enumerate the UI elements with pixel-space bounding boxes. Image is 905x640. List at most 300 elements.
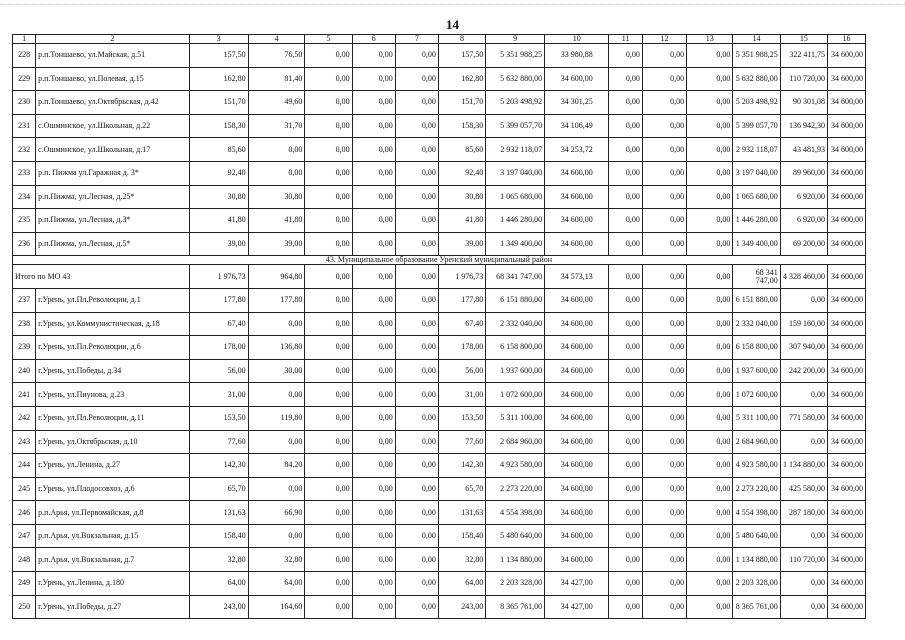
value-cell: 8 365 761,00 bbox=[733, 595, 780, 619]
value-cell: 178,00 bbox=[189, 336, 248, 360]
column-number: 9 bbox=[486, 35, 545, 44]
address-cell: г.Урень, ул.Плодосовхоз, д.6 bbox=[36, 477, 190, 501]
row-number: 237 bbox=[13, 288, 36, 312]
value-cell: 34 106,49 bbox=[545, 114, 609, 138]
value-cell: 0,00 bbox=[780, 383, 827, 407]
value-cell: 1 072 600,00 bbox=[733, 383, 780, 407]
value-cell: 0,00 bbox=[642, 501, 686, 525]
value-cell: 0,00 bbox=[352, 91, 395, 115]
value-cell: 34 600,00 bbox=[828, 67, 866, 91]
value-cell: 0,00 bbox=[305, 161, 352, 185]
value-cell: 34 600,00 bbox=[828, 91, 866, 115]
table-row bbox=[13, 91, 866, 115]
value-cell: 425 580,00 bbox=[780, 477, 827, 501]
value-cell: 153,50 bbox=[189, 406, 248, 430]
value-cell: 0,00 bbox=[642, 161, 686, 185]
value-cell: 34 600,00 bbox=[828, 209, 866, 233]
value-cell: 243,00 bbox=[438, 595, 485, 619]
table-row bbox=[13, 524, 866, 548]
row-number: 246 bbox=[13, 501, 36, 525]
value-cell: 5 399 057,70 bbox=[486, 114, 545, 138]
value-cell: 0,00 bbox=[395, 91, 438, 115]
value-cell: 0,00 bbox=[609, 288, 643, 312]
value-cell: 157,50 bbox=[438, 44, 485, 68]
value-cell: 0,00 bbox=[642, 477, 686, 501]
value-cell: 0,00 bbox=[305, 114, 352, 138]
value-cell: 307 940,00 bbox=[780, 336, 827, 360]
value-cell: 0,00 bbox=[687, 114, 733, 138]
value-cell: 39,00 bbox=[189, 232, 248, 256]
value-cell: 39,00 bbox=[438, 232, 485, 256]
value-cell: 0,00 bbox=[395, 477, 438, 501]
total-value: 0,00 bbox=[305, 265, 352, 289]
value-cell: 5 311 100,00 bbox=[733, 406, 780, 430]
value-cell: 0,00 bbox=[687, 44, 733, 68]
address-cell: г.Урень, ул.Пл.Революции, д.6 bbox=[36, 336, 190, 360]
value-cell: 2 684 960,00 bbox=[733, 430, 780, 454]
value-cell: 0,00 bbox=[687, 232, 733, 256]
address-cell: р.п.Тоншаево, ул.Майская, д.51 bbox=[36, 44, 190, 68]
value-cell: 34 600,00 bbox=[545, 209, 609, 233]
table-row bbox=[13, 67, 866, 91]
value-cell: 0,00 bbox=[687, 501, 733, 525]
value-cell: 30,80 bbox=[438, 185, 485, 209]
value-cell: 67,40 bbox=[438, 312, 485, 336]
value-cell: 34 600,00 bbox=[545, 185, 609, 209]
column-number: 10 bbox=[545, 35, 609, 44]
address-cell: г.Урень, ул.Пл.Революции, д.1 bbox=[36, 288, 190, 312]
row-number: 247 bbox=[13, 524, 36, 548]
value-cell: 1 446 280,00 bbox=[486, 209, 545, 233]
value-cell: 0,00 bbox=[609, 161, 643, 185]
table-row bbox=[13, 44, 866, 68]
value-cell: 158,40 bbox=[438, 524, 485, 548]
table-row bbox=[13, 595, 866, 619]
value-cell: 92,40 bbox=[438, 161, 485, 185]
total-value: 0,00 bbox=[609, 265, 643, 289]
value-cell: 0,00 bbox=[395, 232, 438, 256]
value-cell: 0,00 bbox=[609, 44, 643, 68]
value-cell: 0,00 bbox=[687, 359, 733, 383]
value-cell: 30,80 bbox=[189, 185, 248, 209]
value-cell: 2 203 328,00 bbox=[733, 572, 780, 596]
value-cell: 0,00 bbox=[395, 572, 438, 596]
value-cell: 0,00 bbox=[395, 161, 438, 185]
total-value: 0,00 bbox=[642, 265, 686, 289]
value-cell: 34 600,00 bbox=[828, 572, 866, 596]
value-cell: 2 932 118,07 bbox=[486, 138, 545, 162]
value-cell: 4 923 580,00 bbox=[486, 454, 545, 478]
value-cell: 142,30 bbox=[189, 454, 248, 478]
value-cell: 34 600,00 bbox=[545, 359, 609, 383]
value-cell: 0,00 bbox=[305, 454, 352, 478]
address-cell: р.п.Пижма, ул.Лесная, д.25* bbox=[36, 185, 190, 209]
value-cell: 0,00 bbox=[642, 67, 686, 91]
value-cell: 0,00 bbox=[642, 406, 686, 430]
value-cell: 5 480 640,00 bbox=[733, 524, 780, 548]
row-number: 238 bbox=[13, 312, 36, 336]
value-cell: 0,00 bbox=[248, 430, 305, 454]
address-cell: р.п.Арья, ул.Вокзальная, д.15 bbox=[36, 524, 190, 548]
value-cell: 34 600,00 bbox=[828, 406, 866, 430]
column-number: 16 bbox=[828, 35, 866, 44]
value-cell: 4 554 398,00 bbox=[486, 501, 545, 525]
value-cell: 0,00 bbox=[687, 209, 733, 233]
table-row bbox=[13, 138, 866, 162]
value-cell: 1 937 600,00 bbox=[486, 359, 545, 383]
row-number: 233 bbox=[13, 161, 36, 185]
value-cell: 34 600,00 bbox=[828, 501, 866, 525]
total-value: 0,00 bbox=[352, 265, 395, 289]
value-cell: 8 365 761,00 bbox=[486, 595, 545, 619]
value-cell: 84,20 bbox=[248, 454, 305, 478]
value-cell: 65,70 bbox=[189, 477, 248, 501]
value-cell: 0,00 bbox=[352, 572, 395, 596]
value-cell: 0,00 bbox=[780, 572, 827, 596]
value-cell: 30,80 bbox=[248, 185, 305, 209]
value-cell: 0,00 bbox=[395, 336, 438, 360]
value-cell: 0,00 bbox=[609, 572, 643, 596]
address-cell: р.п.Пижма, ул.Лесная, д.3* bbox=[36, 209, 190, 233]
value-cell: 5 351 988,25 bbox=[486, 44, 545, 68]
column-number: 2 bbox=[36, 35, 190, 44]
value-cell: 0,00 bbox=[352, 232, 395, 256]
value-cell: 5 632 880,00 bbox=[486, 67, 545, 91]
value-cell: 34 600,00 bbox=[828, 185, 866, 209]
table-row bbox=[13, 572, 866, 596]
value-cell: 0,00 bbox=[305, 406, 352, 430]
address-cell: г.Урень, ул.Пл.Революции, д.11 bbox=[36, 406, 190, 430]
total-value: 0,00 bbox=[687, 265, 733, 289]
value-cell: 34 427,00 bbox=[545, 572, 609, 596]
value-cell: 34 600,00 bbox=[828, 524, 866, 548]
value-cell: 0,00 bbox=[352, 209, 395, 233]
value-cell: 0,00 bbox=[687, 67, 733, 91]
value-cell: 0,00 bbox=[642, 336, 686, 360]
value-cell: 1 349 400,00 bbox=[486, 232, 545, 256]
value-cell: 34 600,00 bbox=[545, 501, 609, 525]
value-cell: 89 960,00 bbox=[780, 161, 827, 185]
column-number: 8 bbox=[438, 35, 485, 44]
value-cell: 67,40 bbox=[189, 312, 248, 336]
value-cell: 151,70 bbox=[438, 91, 485, 115]
header-row bbox=[13, 35, 866, 44]
address-cell: р.п. Пижма ул.Гаражная д. 3* bbox=[36, 161, 190, 185]
value-cell: 34 600,00 bbox=[545, 312, 609, 336]
value-cell: 0,00 bbox=[642, 288, 686, 312]
value-cell: 32,80 bbox=[189, 548, 248, 572]
value-cell: 0,00 bbox=[352, 454, 395, 478]
value-cell: 0,00 bbox=[780, 430, 827, 454]
row-number: 234 bbox=[13, 185, 36, 209]
value-cell: 77,60 bbox=[189, 430, 248, 454]
value-cell: 0,00 bbox=[248, 161, 305, 185]
value-cell: 0,00 bbox=[352, 383, 395, 407]
table-row bbox=[13, 501, 866, 525]
value-cell: 0,00 bbox=[609, 524, 643, 548]
table-row bbox=[13, 209, 866, 233]
value-cell: 4 554 398,00 bbox=[733, 501, 780, 525]
value-cell: 34 600,00 bbox=[828, 114, 866, 138]
value-cell: 177,80 bbox=[248, 288, 305, 312]
value-cell: 65,70 bbox=[438, 477, 485, 501]
value-cell: 177,80 bbox=[189, 288, 248, 312]
value-cell: 0,00 bbox=[395, 44, 438, 68]
row-number: 243 bbox=[13, 430, 36, 454]
value-cell: 34 600,00 bbox=[828, 383, 866, 407]
value-cell: 0,00 bbox=[609, 232, 643, 256]
value-cell: 3 197 040,00 bbox=[486, 161, 545, 185]
table-row bbox=[13, 232, 866, 256]
value-cell: 0,00 bbox=[352, 312, 395, 336]
value-cell: 5 203 498,92 bbox=[486, 91, 545, 115]
value-cell: 64,00 bbox=[438, 572, 485, 596]
value-cell: 0,00 bbox=[305, 501, 352, 525]
value-cell: 2 932 118,07 bbox=[733, 138, 780, 162]
value-cell: 242 200,00 bbox=[780, 359, 827, 383]
address-cell: г.Урень, ул.Пиунова, д.23 bbox=[36, 383, 190, 407]
value-cell: 0,00 bbox=[687, 572, 733, 596]
value-cell: 34 600,00 bbox=[545, 548, 609, 572]
row-number: 229 bbox=[13, 67, 36, 91]
value-cell: 2 332 040,00 bbox=[733, 312, 780, 336]
value-cell: 0,00 bbox=[305, 312, 352, 336]
column-number: 11 bbox=[609, 35, 643, 44]
column-number: 3 bbox=[189, 35, 248, 44]
value-cell: 34 600,00 bbox=[545, 406, 609, 430]
table-row bbox=[13, 383, 866, 407]
address-cell: г.Урень, ул.Ленина, д.180 bbox=[36, 572, 190, 596]
value-cell: 1 072 600,00 bbox=[486, 383, 545, 407]
value-cell: 0,00 bbox=[395, 383, 438, 407]
value-cell: 34 600,00 bbox=[545, 161, 609, 185]
table-row bbox=[13, 548, 866, 572]
value-cell: 0,00 bbox=[305, 91, 352, 115]
value-cell: 0,00 bbox=[609, 548, 643, 572]
value-cell: 0,00 bbox=[609, 91, 643, 115]
value-cell: 0,00 bbox=[305, 67, 352, 91]
value-cell: 0,00 bbox=[687, 454, 733, 478]
value-cell: 0,00 bbox=[642, 383, 686, 407]
value-cell: 158,30 bbox=[438, 114, 485, 138]
address-cell: р.п.Пижма, ул.Лесная, д.5* bbox=[36, 232, 190, 256]
row-number: 230 bbox=[13, 91, 36, 115]
address-cell: с.Ошминское, ул.Школьная, д.17 bbox=[36, 138, 190, 162]
value-cell: 0,00 bbox=[609, 501, 643, 525]
value-cell: 110 720,00 bbox=[780, 67, 827, 91]
value-cell: 0,00 bbox=[642, 209, 686, 233]
address-cell: г.Урень, ул.Ленина, д.27 bbox=[36, 454, 190, 478]
value-cell: 136 942,30 bbox=[780, 114, 827, 138]
value-cell: 49,60 bbox=[248, 91, 305, 115]
value-cell: 0,00 bbox=[642, 572, 686, 596]
column-number: 7 bbox=[395, 35, 438, 44]
value-cell: 0,00 bbox=[780, 288, 827, 312]
section-row bbox=[13, 256, 866, 265]
value-cell: 34 600,00 bbox=[545, 232, 609, 256]
value-cell: 0,00 bbox=[248, 138, 305, 162]
value-cell: 92,40 bbox=[189, 161, 248, 185]
table-row bbox=[13, 359, 866, 383]
value-cell: 0,00 bbox=[642, 595, 686, 619]
value-cell: 56,00 bbox=[438, 359, 485, 383]
value-cell: 34 600,00 bbox=[828, 161, 866, 185]
scan-edge bbox=[0, 4, 905, 5]
column-number: 1 bbox=[13, 35, 36, 44]
value-cell: 0,00 bbox=[352, 430, 395, 454]
value-cell: 287 180,00 bbox=[780, 501, 827, 525]
value-cell: 5 351 988,25 bbox=[733, 44, 780, 68]
value-cell: 0,00 bbox=[305, 232, 352, 256]
value-cell: 1 134 880,00 bbox=[733, 548, 780, 572]
column-number: 6 bbox=[352, 35, 395, 44]
value-cell: 5 399 057,70 bbox=[733, 114, 780, 138]
row-number: 249 bbox=[13, 572, 36, 596]
value-cell: 34 301,25 bbox=[545, 91, 609, 115]
table-row bbox=[13, 185, 866, 209]
value-cell: 34 600,00 bbox=[828, 336, 866, 360]
row-number: 235 bbox=[13, 209, 36, 233]
value-cell: 2 273 220,00 bbox=[733, 477, 780, 501]
value-cell: 0,00 bbox=[395, 430, 438, 454]
value-cell: 153,50 bbox=[438, 406, 485, 430]
value-cell: 0,00 bbox=[305, 209, 352, 233]
value-cell: 0,00 bbox=[687, 185, 733, 209]
value-cell: 6 158 800,00 bbox=[486, 336, 545, 360]
data-table bbox=[12, 34, 866, 619]
value-cell: 6 920,00 bbox=[780, 185, 827, 209]
value-cell: 151,70 bbox=[189, 91, 248, 115]
total-row bbox=[13, 265, 866, 289]
value-cell: 1 937 600,00 bbox=[733, 359, 780, 383]
value-cell: 0,00 bbox=[687, 524, 733, 548]
row-number: 232 bbox=[13, 138, 36, 162]
value-cell: 0,00 bbox=[642, 114, 686, 138]
address-cell: р.п.Тоншаево, ул.Октябрьская, д.42 bbox=[36, 91, 190, 115]
value-cell: 34 600,00 bbox=[545, 336, 609, 360]
value-cell: 0,00 bbox=[305, 138, 352, 162]
value-cell: 32,80 bbox=[438, 548, 485, 572]
total-value: 68 341 747,00 bbox=[486, 265, 545, 289]
value-cell: 64,00 bbox=[189, 572, 248, 596]
value-cell: 3 197 040,00 bbox=[733, 161, 780, 185]
value-cell: 34 600,00 bbox=[828, 477, 866, 501]
value-cell: 136,80 bbox=[248, 336, 305, 360]
value-cell: 0,00 bbox=[609, 312, 643, 336]
value-cell: 0,00 bbox=[248, 477, 305, 501]
value-cell: 0,00 bbox=[687, 312, 733, 336]
value-cell: 0,00 bbox=[609, 67, 643, 91]
value-cell: 6 151 880,00 bbox=[486, 288, 545, 312]
value-cell: 0,00 bbox=[395, 67, 438, 91]
value-cell: 0,00 bbox=[352, 595, 395, 619]
value-cell: 0,00 bbox=[780, 524, 827, 548]
table-row bbox=[13, 454, 866, 478]
value-cell: 771 580,00 bbox=[780, 406, 827, 430]
value-cell: 0,00 bbox=[352, 44, 395, 68]
value-cell: 164,60 bbox=[248, 595, 305, 619]
table-row bbox=[13, 161, 866, 185]
value-cell: 0,00 bbox=[609, 185, 643, 209]
value-cell: 0,00 bbox=[305, 288, 352, 312]
value-cell: 32,80 bbox=[248, 548, 305, 572]
value-cell: 0,00 bbox=[395, 406, 438, 430]
table-row bbox=[13, 288, 866, 312]
row-number: 241 bbox=[13, 383, 36, 407]
value-cell: 81,40 bbox=[248, 67, 305, 91]
value-cell: 1 134 880,00 bbox=[486, 548, 545, 572]
value-cell: 0,00 bbox=[609, 138, 643, 162]
total-value: 34 600,00 bbox=[828, 265, 866, 289]
value-cell: 0,00 bbox=[395, 501, 438, 525]
value-cell: 34 253,72 bbox=[545, 138, 609, 162]
total-value: 964,80 bbox=[248, 265, 305, 289]
value-cell: 0,00 bbox=[352, 406, 395, 430]
value-cell: 0,00 bbox=[305, 595, 352, 619]
address-cell: р.п.Тоншаево, ул.Полевая, д.15 bbox=[36, 67, 190, 91]
value-cell: 0,00 bbox=[642, 524, 686, 548]
value-cell: 0,00 bbox=[609, 383, 643, 407]
address-cell: г.Урень, ул.Победы, д.34 bbox=[36, 359, 190, 383]
value-cell: 0,00 bbox=[687, 288, 733, 312]
value-cell: 1 134 880,00 bbox=[780, 454, 827, 478]
value-cell: 0,00 bbox=[687, 477, 733, 501]
value-cell: 0,00 bbox=[687, 336, 733, 360]
value-cell: 0,00 bbox=[687, 406, 733, 430]
value-cell: 0,00 bbox=[609, 336, 643, 360]
value-cell: 34 600,00 bbox=[545, 288, 609, 312]
value-cell: 0,00 bbox=[248, 524, 305, 548]
value-cell: 34 600,00 bbox=[545, 67, 609, 91]
value-cell: 77,60 bbox=[438, 430, 485, 454]
value-cell: 1 349 400,00 bbox=[733, 232, 780, 256]
value-cell: 0,00 bbox=[395, 114, 438, 138]
value-cell: 243,00 bbox=[189, 595, 248, 619]
value-cell: 69 200,00 bbox=[780, 232, 827, 256]
value-cell: 34 600,00 bbox=[828, 44, 866, 68]
table-row bbox=[13, 114, 866, 138]
value-cell: 0,00 bbox=[305, 44, 352, 68]
value-cell: 34 600,00 bbox=[828, 232, 866, 256]
value-cell: 41,80 bbox=[438, 209, 485, 233]
value-cell: 0,00 bbox=[642, 232, 686, 256]
row-number: 231 bbox=[13, 114, 36, 138]
total-value: 34 573,13 bbox=[545, 265, 609, 289]
row-number: 245 bbox=[13, 477, 36, 501]
value-cell: 1 446 280,00 bbox=[733, 209, 780, 233]
value-cell: 0,00 bbox=[642, 138, 686, 162]
value-cell: 0,00 bbox=[780, 595, 827, 619]
value-cell: 0,00 bbox=[352, 548, 395, 572]
value-cell: 5 311 100,00 bbox=[486, 406, 545, 430]
value-cell: 85,60 bbox=[438, 138, 485, 162]
value-cell: 6 920,00 bbox=[780, 209, 827, 233]
value-cell: 0,00 bbox=[395, 359, 438, 383]
value-cell: 0,00 bbox=[395, 138, 438, 162]
value-cell: 0,00 bbox=[352, 114, 395, 138]
value-cell: 33 980,88 bbox=[545, 44, 609, 68]
value-cell: 0,00 bbox=[609, 114, 643, 138]
value-cell: 159 160,00 bbox=[780, 312, 827, 336]
address-cell: г.Урень, ул.Победы, д.27 bbox=[36, 595, 190, 619]
value-cell: 157,50 bbox=[189, 44, 248, 68]
value-cell: 0,00 bbox=[642, 185, 686, 209]
value-cell: 0,00 bbox=[305, 524, 352, 548]
column-number: 5 bbox=[305, 35, 352, 44]
value-cell: 76,50 bbox=[248, 44, 305, 68]
value-cell: 0,00 bbox=[395, 595, 438, 619]
value-cell: 1 065 680,00 bbox=[733, 185, 780, 209]
